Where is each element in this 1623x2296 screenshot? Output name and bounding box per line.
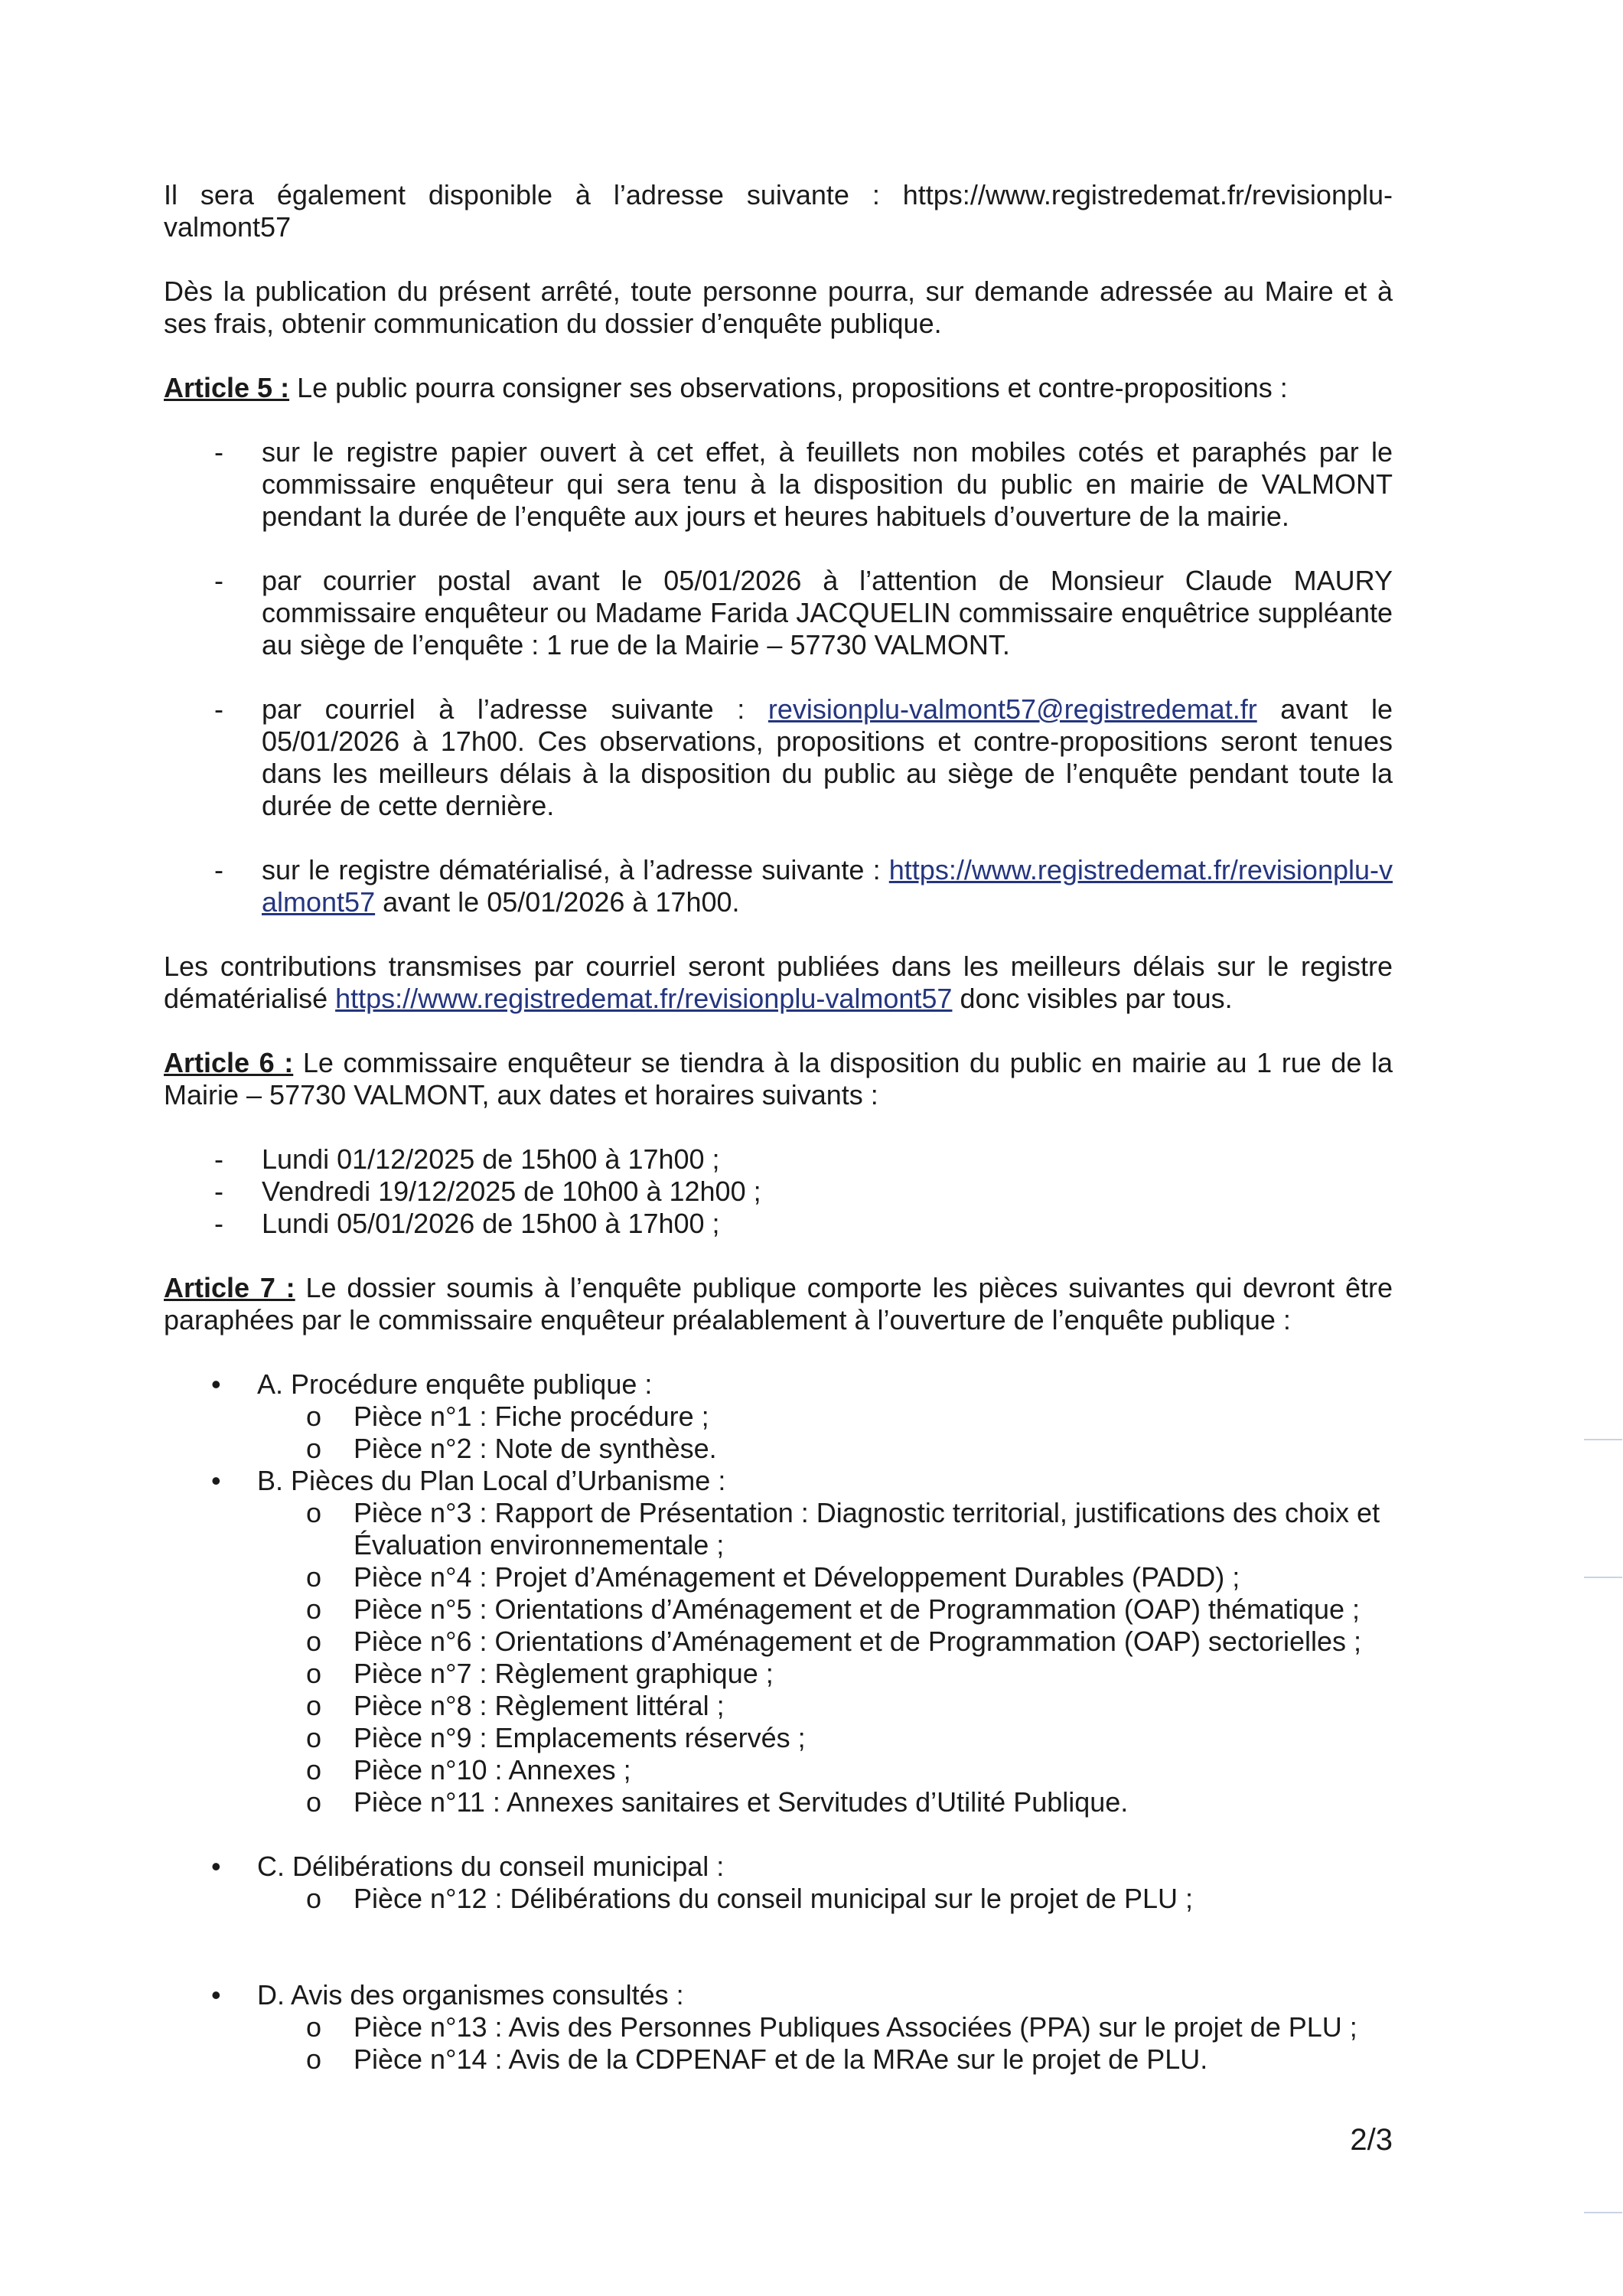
piece-text: Pièce n°1 : Fiche procédure ; — [354, 1401, 709, 1432]
article-5-label: Article 5 : — [164, 372, 290, 403]
article-5-intro: Le public pourra consigner ses observations, propositions et contre-propositions : — [289, 372, 1288, 403]
piece-text: Pièce n°11 : Annexes sanitaires et Servitudes d’Utilité Publique. — [354, 1786, 1129, 1818]
section-title-text: A. Procédure enquête publique : — [257, 1368, 653, 1400]
circle-bullet-icon: o — [306, 1690, 322, 1721]
circle-bullet-icon: o — [306, 2043, 322, 2075]
piece-text: Pièce n°12 : Délibérations du conseil municipal sur le projet de PLU ; — [354, 1883, 1193, 1914]
circle-bullet-icon: o — [306, 1401, 322, 1432]
piece-text: Pièce n°9 : Emplacements réservés ; — [354, 1722, 806, 1753]
piece-item — [164, 1754, 1393, 1786]
circle-bullet-icon: o — [306, 1497, 322, 1528]
article-6-heading — [164, 1047, 1393, 1111]
circle-bullet-icon: o — [306, 1722, 322, 1753]
date-item: - Vendredi 19/12/2025 de 10h00 à 12h00 ; — [164, 1176, 1393, 1208]
piece-item — [164, 1626, 1393, 1658]
bullet-icon: • — [211, 1368, 221, 1400]
circle-bullet-icon: o — [306, 1786, 322, 1818]
piece-item — [164, 1722, 1393, 1754]
section-title-text: C. Délibérations du conseil municipal : — [257, 1851, 725, 1882]
piece-item — [164, 1593, 1393, 1626]
scan-artifact — [1584, 1577, 1622, 1578]
dates-list — [164, 1143, 1393, 1240]
piece-text: Pièce n°3 : Rapport de Présentation : Diagnostic territorial, justifications des choix et Évaluation environnementale ; — [354, 1497, 1380, 1561]
piece-item — [164, 1433, 1393, 1465]
article-6-intro: Le commissaire enquêteur se tiendra à la disposition du public en mairie au 1 rue de la Mairie – 57730 VALMONT, aux dates et horaires suivants : — [164, 1047, 1393, 1110]
list-item: - par courrier postal avant le 05/01/2026 à l’attention de Monsieur Claude MAURY commissaire enquêteur ou Madame Farida JACQUELIN commissaire enquêtrice suppléante au siège de l’enquête : 1 rue de la Mairie – 57730 VALMONT. — [164, 565, 1393, 661]
circle-bullet-icon: o — [306, 1754, 322, 1786]
registre-link[interactable]: https://www.registredemat.fr/revisionplu-valmont57 — [335, 983, 953, 1014]
article-7-intro: Le dossier soumis à l’enquête publique comporte les pièces suivantes qui devront être paraphées par le commissaire enquêteur préalablement à l’ouverture de l’enquête publique : — [164, 1272, 1393, 1336]
piece-text: Pièce n°2 : Note de synthèse. — [354, 1433, 717, 1464]
section-title — [164, 1465, 1393, 1497]
piece-text: Pièce n°5 : Orientations d’Aménagement et de Programmation (OAP) thématique ; — [354, 1593, 1361, 1625]
item-text: sur le registre dématérialisé, à l’adresse suivante : — [262, 854, 889, 885]
date-item: - Lundi 01/12/2025 de 15h00 à 17h00 ; — [164, 1143, 1393, 1176]
section-title — [164, 1979, 1393, 2011]
section-c — [164, 1851, 1393, 1915]
contrib-text: Les contributions transmises par courriel seront publiées dans les meilleurs délais sur le registre dématérialisé — [164, 951, 1393, 1014]
list-item — [164, 693, 1393, 822]
paragraph-contributions — [164, 951, 1393, 1015]
item-text: avant le 05/01/2026 à 17h00. — [375, 886, 740, 918]
bullet-icon: • — [211, 1851, 221, 1882]
circle-bullet-icon: o — [306, 2011, 322, 2043]
item-text: avant le 05/01/2026 à 17h00. Ces observations, propositions et contre-propositions seront tenues dans les meilleurs délais à la disposition du public au siège de l’enquête pendant toute la durée de cette dernière. — [262, 693, 1393, 821]
piece-item — [164, 1883, 1393, 1915]
list-item: - sur le registre papier ouvert à cet effet, à feuillets non mobiles cotés et paraphés par le commissaire enquêteur qui sera tenu à la disposition du public en mairie de VALMONT pendant la durée de l’enquête aux jours et heures habituels d’ouverture de la mairie. — [164, 436, 1393, 533]
bullet-icon: • — [211, 1465, 221, 1496]
email-link[interactable]: revisionplu-valmont57@registredemat.fr — [768, 693, 1257, 725]
piece-item — [164, 1401, 1393, 1433]
page-number: 2/3 — [1350, 2123, 1393, 2157]
bullet-icon: • — [211, 1979, 221, 2011]
circle-bullet-icon: o — [306, 1626, 322, 1657]
section-title — [164, 1368, 1393, 1401]
piece-item — [164, 1658, 1393, 1690]
piece-text: Pièce n°7 : Règlement graphique ; — [354, 1658, 774, 1689]
paragraph-address: Il sera également disponible à l’adresse suivante : https://www.registredemat.fr/revisionplu-valmont57 — [164, 179, 1393, 243]
article-6-label: Article 6 : — [164, 1047, 294, 1078]
piece-item — [164, 2043, 1393, 2076]
piece-text: Pièce n°4 : Projet d’Aménagement et Développement Durables (PADD) ; — [354, 1561, 1240, 1593]
scan-artifact — [1584, 2212, 1622, 2213]
piece-item — [164, 1497, 1393, 1561]
contrib-text: donc visibles par tous. — [952, 983, 1233, 1014]
section-d — [164, 1979, 1393, 2076]
piece-text: Pièce n°13 : Avis des Personnes Publiques Associées (PPA) sur le projet de PLU ; — [354, 2011, 1357, 2043]
paragraph-communication: Dès la publication du présent arrêté, toute personne pourra, sur demande adressée au Maire et à ses frais, obtenir communication du dossier d’enquête publique. — [164, 276, 1393, 339]
article-5-heading — [164, 372, 1393, 404]
item-text: par courriel à l’adresse suivante : — [262, 693, 768, 725]
circle-bullet-icon: o — [306, 1883, 322, 1914]
section-title-text: D. Avis des organismes consultés : — [257, 1979, 684, 2011]
article-7-label: Article 7 : — [164, 1272, 295, 1303]
circle-bullet-icon: o — [306, 1658, 322, 1689]
circle-bullet-icon: o — [306, 1433, 322, 1464]
section-title — [164, 1851, 1393, 1883]
piece-item — [164, 1561, 1393, 1593]
list-item — [164, 854, 1393, 918]
circle-bullet-icon: o — [306, 1593, 322, 1625]
registre-link[interactable]: https://www.registredemat.fr/revisionplu-valmont57 — [262, 854, 1393, 918]
circle-bullet-icon: o — [306, 1561, 322, 1593]
date-item: - Lundi 05/01/2026 de 15h00 à 17h00 ; — [164, 1208, 1393, 1240]
section-title-text: B. Pièces du Plan Local d’Urbanisme : — [257, 1465, 726, 1496]
piece-item — [164, 1786, 1393, 1818]
piece-text: Pièce n°6 : Orientations d’Aménagement et de Programmation (OAP) sectorielles ; — [354, 1626, 1362, 1657]
piece-item — [164, 2011, 1393, 2043]
section-a — [164, 1368, 1393, 1818]
piece-text: Pièce n°8 : Règlement littéral ; — [354, 1690, 725, 1721]
piece-item — [164, 1690, 1393, 1722]
scan-artifact — [1584, 1439, 1622, 1440]
article-7-heading — [164, 1272, 1393, 1336]
piece-text: Pièce n°10 : Annexes ; — [354, 1754, 631, 1786]
piece-text: Pièce n°14 : Avis de la CDPENAF et de la MRAe sur le projet de PLU. — [354, 2043, 1208, 2075]
